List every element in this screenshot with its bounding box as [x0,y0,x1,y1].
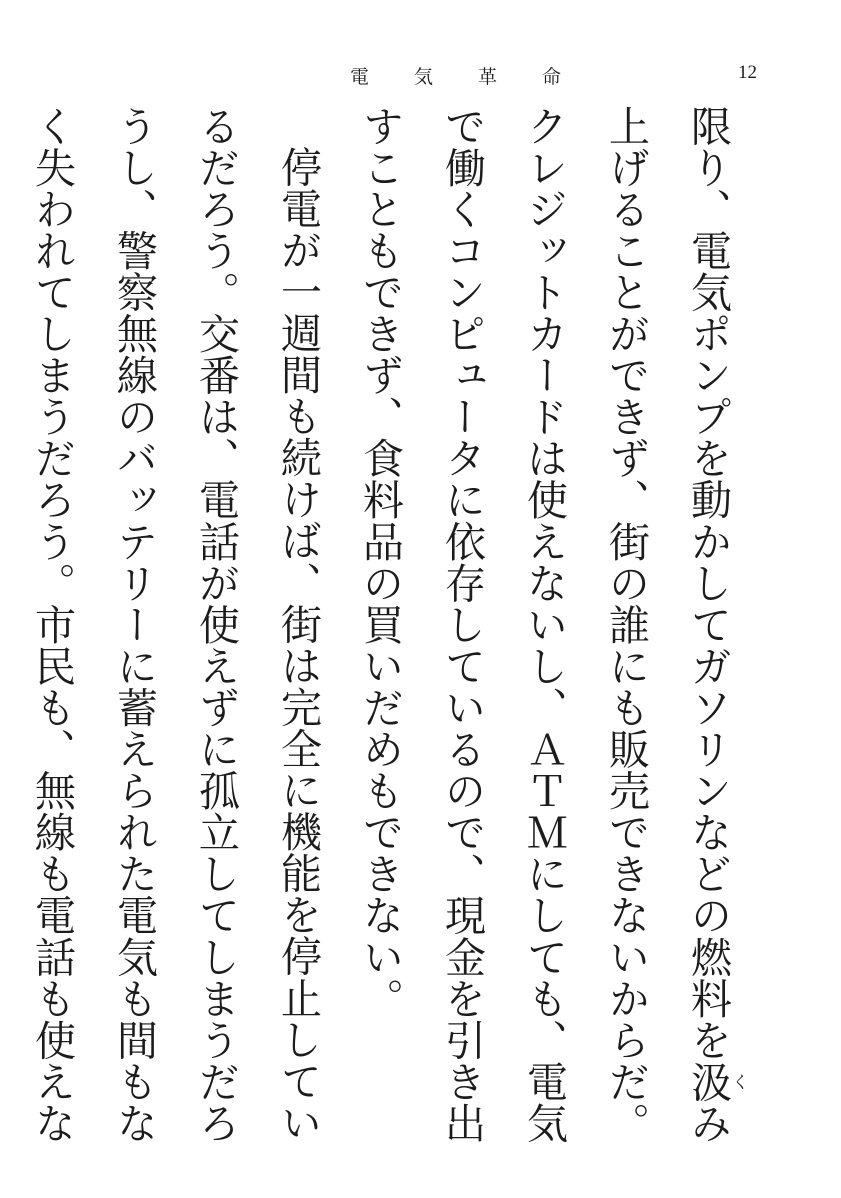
paragraph-1 [339,105,749,1145]
body-text-column-block [28,105,749,1145]
ruby-reading-ku: く [728,1060,748,1103]
page-number: 12 [738,62,757,83]
ruby-base-kumi: 汲 [684,1060,732,1103]
paragraph-2-text-before: 停電が一週間も続けば、街は完全に機能を停止しているだろう。交番は、電話が使えずに孤立してしまうだろうし、警察無線のバッテリーに蓄えられた電気も間もなく失われてしまうだろう。市民も、無線も電話も使えな [28,105,322,1144]
paragraph-1-text-before: 限り、電気ポンプを動かしてガソリンなどの燃料を [684,105,732,1061]
ruby-annotation-kumi [684,1060,748,1103]
paragraph-2 [0,105,339,1145]
paragraph-1-text-after: み上げることができず、街の誰にも販売できないからだ。クレジットカードは使えないし、ＡＴＭにしても、電気で働くコンピュータに依存しているので、現金を引き出すこともできず、食料品の買いだめもできない。 [356,105,732,1144]
running-header-title: 電 気 革 命 [350,66,575,88]
